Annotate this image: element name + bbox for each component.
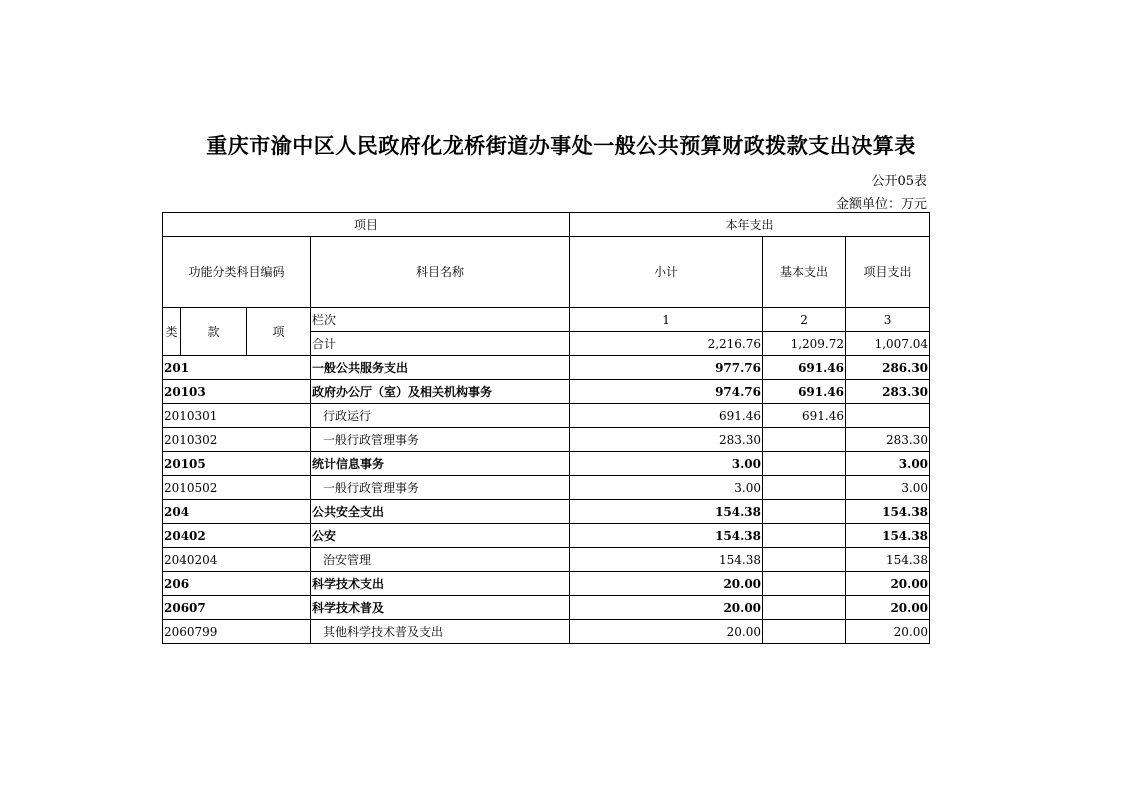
header-row-1 [163, 213, 930, 237]
table-row [163, 476, 930, 500]
row-item [846, 404, 930, 428]
row-subtotal: 20.00 [570, 596, 763, 620]
row-code: 20607 [163, 596, 311, 620]
row-subtotal: 3.00 [570, 452, 763, 476]
row-code: 201 [163, 356, 311, 380]
row-item: 3.00 [846, 452, 930, 476]
table-row [163, 596, 930, 620]
row-name: 科学技术普及 [311, 596, 570, 620]
header-col3: 3 [846, 308, 930, 332]
row-subtotal: 283.30 [570, 428, 763, 452]
row-basic [763, 476, 846, 500]
table-row [163, 500, 930, 524]
row-code: 206 [163, 572, 311, 596]
table-row [163, 380, 930, 404]
header-row-3 [163, 308, 930, 332]
row-item: 20.00 [846, 596, 930, 620]
row-name: 科学技术支出 [311, 572, 570, 596]
header-lei: 类 [163, 308, 181, 356]
header-project: 项目 [163, 213, 570, 237]
row-name: 公共安全支出 [311, 500, 570, 524]
table-row [163, 404, 930, 428]
row-basic [763, 452, 846, 476]
row-basic [763, 428, 846, 452]
row-basic: 691.46 [763, 404, 846, 428]
row-name: 政府办公厅（室）及相关机构事务 [311, 380, 570, 404]
row-subtotal: 154.38 [570, 524, 763, 548]
table-row [163, 548, 930, 572]
row-basic [763, 572, 846, 596]
row-item: 154.38 [846, 548, 930, 572]
header-row-2 [163, 237, 930, 308]
row-item: 286.30 [846, 356, 930, 380]
header-lanci: 栏次 [311, 308, 570, 332]
row-subtotal: 20.00 [570, 572, 763, 596]
row-code: 20105 [163, 452, 311, 476]
row-subtotal: 974.76 [570, 380, 763, 404]
header-item: 项目支出 [846, 237, 930, 308]
row-name: 一般公共服务支出 [311, 356, 570, 380]
total-item: 1,007.04 [846, 332, 930, 356]
table-row [163, 572, 930, 596]
header-this-year: 本年支出 [570, 213, 930, 237]
header-xiang: 项 [247, 308, 311, 356]
row-name: 行政运行 [311, 404, 570, 428]
header-col1: 1 [570, 308, 763, 332]
row-name: 治安管理 [311, 548, 570, 572]
row-code: 2060799 [163, 620, 311, 644]
header-basic: 基本支出 [763, 237, 846, 308]
row-item: 20.00 [846, 620, 930, 644]
row-basic: 691.46 [763, 356, 846, 380]
row-name: 其他科学技术普及支出 [311, 620, 570, 644]
table-row [163, 428, 930, 452]
row-subtotal: 154.38 [570, 548, 763, 572]
row-item: 283.30 [846, 428, 930, 452]
row-basic [763, 500, 846, 524]
row-name: 一般行政管理事务 [311, 476, 570, 500]
row-item: 154.38 [846, 500, 930, 524]
total-basic: 1,209.72 [763, 332, 846, 356]
row-code: 20103 [163, 380, 311, 404]
header-subtotal: 小计 [570, 237, 763, 308]
row-name: 公安 [311, 524, 570, 548]
form-number: 公开05表 [871, 174, 927, 189]
table-row [163, 524, 930, 548]
expenditure-table [162, 212, 930, 644]
row-code: 20402 [163, 524, 311, 548]
row-name: 统计信息事务 [311, 452, 570, 476]
row-code: 2010302 [163, 428, 311, 452]
header-kuan: 款 [181, 308, 247, 356]
header-col2: 2 [763, 308, 846, 332]
row-item: 3.00 [846, 476, 930, 500]
row-item: 283.30 [846, 380, 930, 404]
document-title: 重庆市渝中区人民政府化龙桥街道办事处一般公共预算财政拨款支出决算表 [206, 133, 916, 158]
row-item: 154.38 [846, 524, 930, 548]
row-subtotal: 20.00 [570, 620, 763, 644]
row-basic: 691.46 [763, 380, 846, 404]
total-subtotal: 2,216.76 [570, 332, 763, 356]
row-name: 一般行政管理事务 [311, 428, 570, 452]
row-code: 204 [163, 500, 311, 524]
row-code: 2040204 [163, 548, 311, 572]
row-basic [763, 620, 846, 644]
header-name: 科目名称 [311, 237, 570, 308]
amount-unit: 金额单位：万元 [835, 197, 927, 212]
row-subtotal: 3.00 [570, 476, 763, 500]
table-row [163, 452, 930, 476]
row-item: 20.00 [846, 572, 930, 596]
total-label: 合计 [311, 332, 570, 356]
row-subtotal: 977.76 [570, 356, 763, 380]
row-code: 2010301 [163, 404, 311, 428]
table-row [163, 620, 930, 644]
row-subtotal: 154.38 [570, 500, 763, 524]
row-basic [763, 596, 846, 620]
table-row [163, 356, 930, 380]
row-basic [763, 524, 846, 548]
header-code: 功能分类科目编码 [163, 237, 311, 308]
row-basic [763, 548, 846, 572]
row-subtotal: 691.46 [570, 404, 763, 428]
row-code: 2010502 [163, 476, 311, 500]
